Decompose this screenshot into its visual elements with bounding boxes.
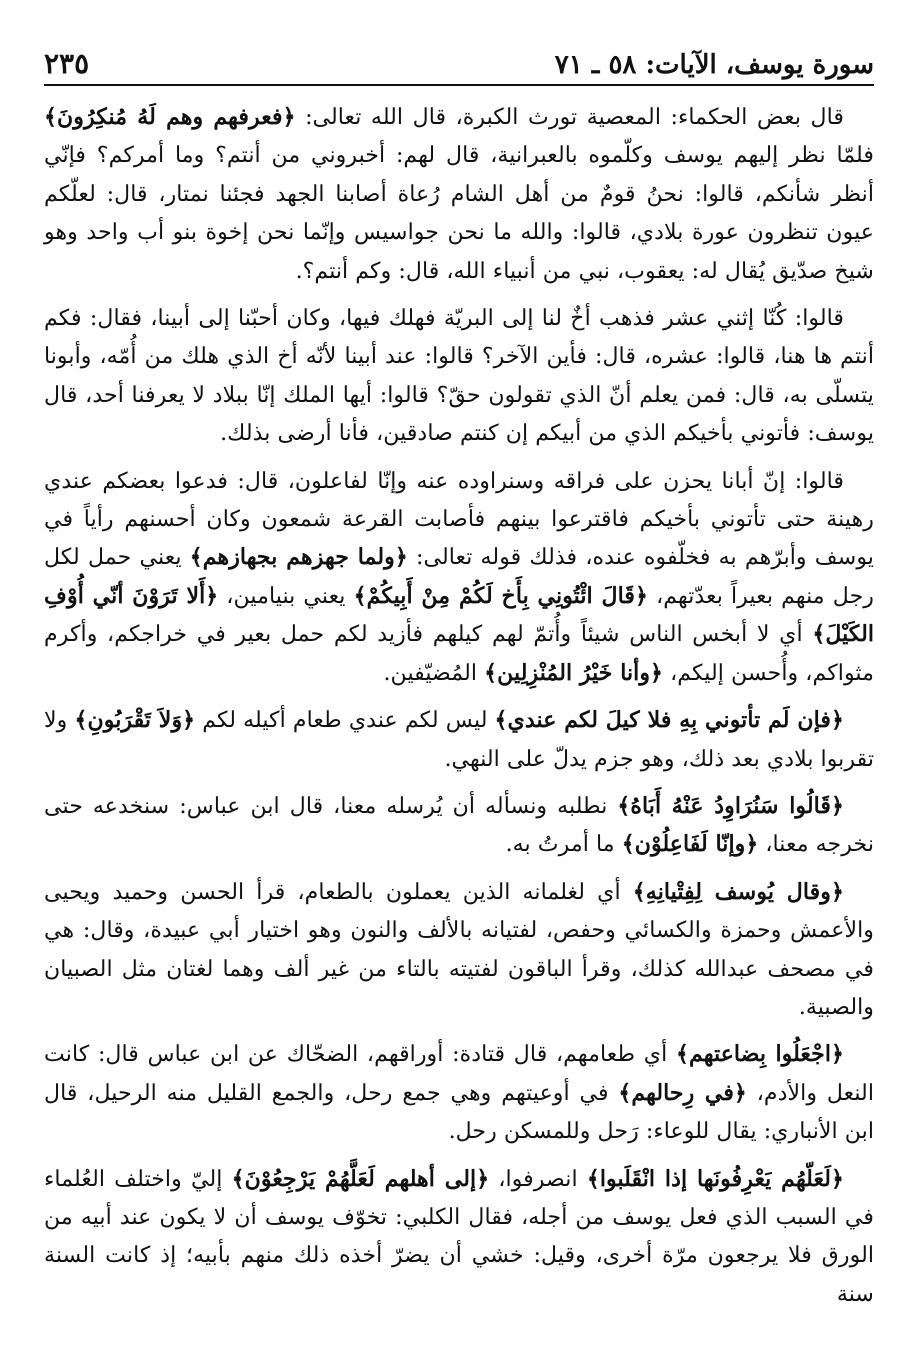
quran-quote: ﴿أَلا تَرَوْنَ أنّي أُوْفِ الكَيْلَ﴾ (44, 582, 874, 648)
quran-quote: ﴿فعرفهم وهم لَهُ مُنكِرُونَ﴾ (44, 104, 296, 130)
quran-quote: ﴿قَالَ ائْتُونِي بِأَخ لَكُمْ مِنْ أَبِيكُمْ﴾ (353, 582, 648, 609)
commentary-text: انصرفوا، (489, 1165, 587, 1192)
commentary-text: أي طعامهم، قال قتادة: أوراقهم، الضحّاك عن ابن عباس قال: كانت النعل والأدم، (44, 1041, 874, 1106)
page-header (44, 30, 874, 86)
commentary-text: يعني بنيامين، (218, 582, 354, 609)
quran-quote: ﴿وقال يُوسف لِفِتْيانِهِ﴾ (632, 878, 844, 905)
commentary-text: في أوعيتهم وهي جمع رحل، والجمع القليل منه الرحيل، قال ابن الأنباري: يقال للوعاء: رَحل وللمسكن رحل. (44, 1079, 874, 1145)
paragraph (44, 98, 874, 290)
quran-quote: ﴿فإن لَم تأتوني بِهِ فلا كيلَ لكم عندي﴾ (494, 707, 844, 734)
commentary-text: نطلبه ونسأله أن يُرسله معنا، قال ابن عباس: سنخدعه حتى نخرجه معنا، (44, 792, 874, 858)
running-title: سورة يوسف، الآيات: ٥٨ ـ ٧١ (554, 50, 874, 80)
commentary-text: ولا تقربوا بلادي بعد ذلك، وهو جزم يدلّ على النهي. (44, 707, 874, 772)
book-page (44, 30, 874, 1350)
commentary-text: أي لا أبخس الناس شيئاً وأُتمّ لهم كيلهم فأزيد لكم حمل بعير في خراجكم، وأكرم مثواكم، وأُحسن إليكم، (44, 621, 874, 686)
paragraph (44, 873, 874, 1027)
quran-quote: ﴿وَلاَ تَقْرَبُونِ﴾ (74, 707, 196, 734)
paragraph (44, 1160, 874, 1314)
quran-quote: ﴿قَالُوا سَنُرَاوِدُ عَنْهُ أَبَاهُ﴾ (617, 792, 844, 819)
paragraph (44, 1035, 874, 1150)
commentary-text: إليّ واختلف العُلماء في السبب الذي فعل يوسف من أجله، فقال الكلبي: تخوّف يوسف أن لا يكون عند أبيه من الورق فلا يرجعون مرّة أخرى، وقيل: خشي أن يضرّ أخذه ذلك منهم بأبيه؛ إذ كانت السنة سنة (44, 1165, 874, 1307)
quran-quote: ﴿إلى أهلهم لَعَلَّهُمْ يَرْجِعُوْنَ﴾ (231, 1165, 490, 1192)
paragraph (44, 787, 874, 864)
body-text (44, 98, 874, 1313)
quran-quote: ﴿اجْعَلُوا بِضاعتهم﴾ (676, 1041, 844, 1068)
commentary-text: المُضيّفين. (383, 659, 485, 686)
commentary-text: ما أمرتُ به. (505, 831, 622, 858)
quran-quote: ﴿لَعَلّهُم يَعْرِفُونَها إذا انْقَلَبوا﴾ (586, 1165, 844, 1192)
commentary-text: فلمّا نظر إليهم يوسف وكلّموه بالعبرانية، قال لهم: أخبروني من أنتم؟ وما أمركم؟ فإنّي أنظر شأنكم، قالوا: نحنُ قومٌ من أهل الشام رُعاة أصابنا الجهد فجئنا نمتار، قال: لعلّكم عيون تنظرون عورة بلادي، قالوا: والله ما نحن جواسيس وإنّما نحن إخوة بنو أب واحد وهو شيخ صدّيق يُقال له: يعقوب، نبي من أنبياء الله، قال: وكم أنتم؟. (44, 142, 874, 284)
quran-quote: ﴿ولما جهزهم بجهازهم﴾ (189, 544, 408, 571)
commentary-text: أي لغلمانه الذين يعملون بالطعام، قرأ الحسن وحميد ويحيى والأعمش وحمزة والكسائي وحفص، لفتيانه بالألف والنون وهو اختيار أبي عبيدة، وقال: هي في مصحف عبدالله كذلك، وقرأ الباقون لفتيته بالتاء من غير ألف وهما لغتان مثل الصبيان والصبية. (44, 878, 874, 1020)
page-number: ٢٣٥ (44, 47, 90, 80)
paragraph (44, 299, 874, 453)
commentary-text: قال بعض الحكماء: المعصية تورث الكبرة، قال الله تعالى: (295, 104, 845, 130)
quran-quote: ﴿وإنّا لَفَاعِلُوْن﴾ (621, 831, 759, 858)
paragraph (44, 462, 874, 692)
commentary-text: ليس لكم عندي طعام أكيله لكم (195, 707, 495, 734)
quran-quote: ﴿وأنا خَيْرُ المُنْزِلِين﴾ (484, 659, 664, 686)
commentary-text: قالوا: إنّ أبانا يحزن على فراقه وسنراوده عنه وإنّا لفاعلون، قال: فدعوا بعضكم عندي رهينة حتى تأتوني بأخيكم فاقترعوا بينهم فأصابت القرعة شمعون وكان أحسنهم رأياً في يوسف وأبرّهم به فخلّفوه عنده، فذلك قوله تعالى: (44, 467, 874, 571)
paragraph (44, 701, 874, 778)
quran-quote: ﴿في رِحالهم﴾ (618, 1079, 747, 1106)
commentary-text: يعني حمل لكل رجل منهم بعيراً بعدّتهم، (44, 544, 874, 609)
commentary-text: قالوا: كُنّا إثني عشر فذهب أخٌ لنا إلى البريّة فهلك فيها، وكان أحبّنا إلى أبينا، فقال: فكم أنتم ها هنا، قالوا: عشره، قال: فأين الآخر؟ قالوا: عند أبينا لأنّه أخ الذي هلك من أُمّه، وأبونا يتسلّى به، قال: فمن يعلم أنّ الذي تقولون حقّ؟ قالوا: أيها الملك إنّا ببلاد لا يعرفنا أحد، قال يوسف: فأتوني بأخيكم الذي من أبيكم إن كنتم صادقين، فأنا أرضى بذلك. (44, 305, 874, 447)
